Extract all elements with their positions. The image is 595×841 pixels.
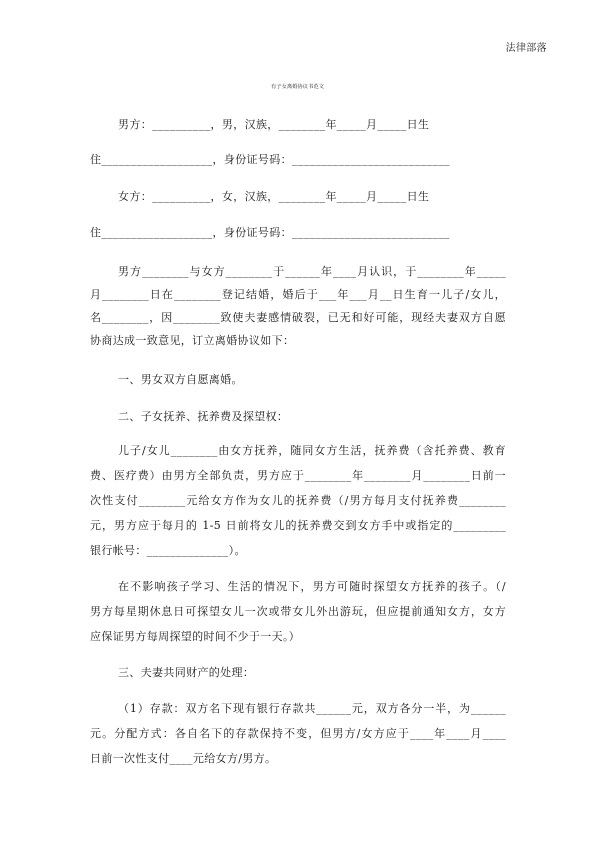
paragraph-line: 元，男方应于每月的 1-5 日前将女儿的抚养费交到女方手中或指定的_________	[90, 519, 506, 532]
female-party-line: 女方：__________，女，汉族，________年_____月_____日生	[118, 190, 430, 203]
section-heading-1: 一、男女双方自愿离婚。	[118, 373, 243, 386]
paragraph-line: 在不影响孩子学习、生活的情况下，男方可随时探望女方抚养的孩子。（/	[118, 580, 506, 593]
document-title: 有子女离婚协议书范文	[271, 84, 324, 90]
female-address-line: 住___________________，身份证号码：___________________________	[90, 226, 450, 239]
section-heading-3: 三、夫妻共同财产的处理：	[118, 666, 255, 679]
paragraph-line: 协商达成一致意见，订立离婚协议如下：	[90, 334, 295, 347]
paragraph-line: 月________日在________登记结婚，婚后于___年___月__日生育一儿子/女儿，	[90, 288, 506, 301]
paragraph-line: 费、医疗费）由男方全部负责，男方应于________年________月________日前一	[90, 469, 506, 482]
paragraph-line: 银行帐号：______________）。	[90, 544, 246, 557]
male-party-line: 男方：__________，男，汉族，________年_____月_____日生	[118, 118, 430, 131]
paragraph-line: 儿子/女儿________由女方抚养，随同女方生活，抚养费（含托养费、教育	[118, 444, 506, 457]
section-heading-2: 二、子女抚养、抚养费及探望权：	[118, 410, 289, 423]
male-address-line: 住___________________，身份证号码：___________________________	[90, 153, 450, 166]
brand-header: 法律部落	[505, 43, 547, 54]
paragraph-line: 应保证男方每周探望的时间不少于一天。）	[90, 630, 301, 643]
paragraph-line: 次性支付________元给女方作为女儿的抚养费（/男方每月支付抚养费________	[90, 494, 506, 507]
paragraph-line: 男方每星期休息日可探望女儿一次或带女儿外出游玩，但应提前通知女方，女方	[90, 605, 506, 618]
paragraph-line: 名________，因________致使夫妻感情破裂，已无和好可能，现经夫妻双方自愿	[90, 311, 506, 324]
paragraph-line: 日前一次性支付____元给女方/男方。	[90, 752, 277, 765]
paragraph-line: 元。分配方式：各自名下的存款保持不变，但男方/女方应于____年____月____	[90, 727, 506, 740]
paragraph-line: 男方________与女方________于______年____月认识，于________年_____	[118, 265, 506, 278]
paragraph-line: （1）存款：双方名下现有银行存款共______元，双方各分一半，为______	[118, 702, 506, 715]
